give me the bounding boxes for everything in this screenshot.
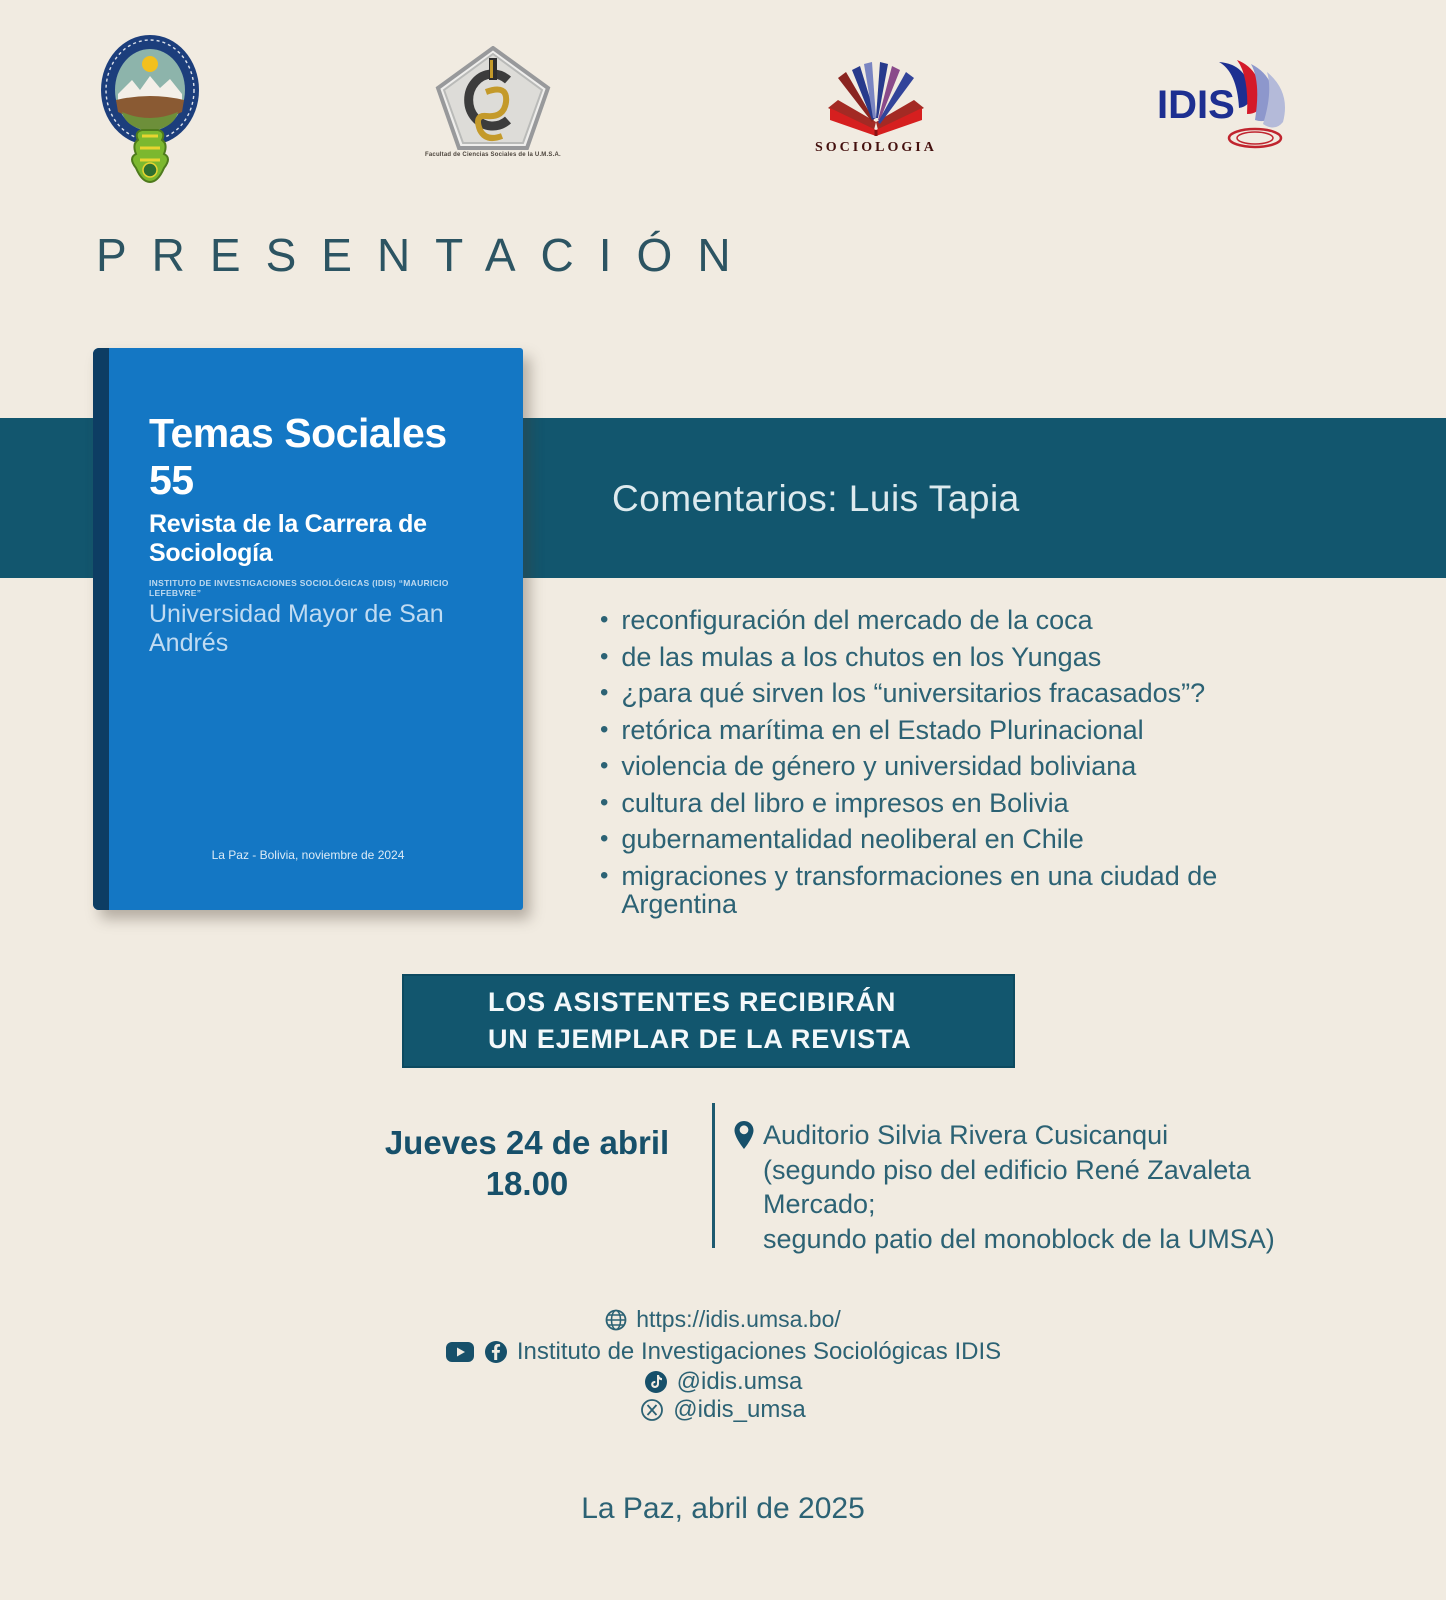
- notice-line-1: LOS ASISTENTES RECIBIRÁN: [488, 986, 897, 1017]
- umsa-crest-icon: [98, 32, 202, 184]
- topic-item: [600, 716, 1290, 744]
- book-cover: [93, 348, 523, 910]
- topic-text: cultura del libro e impresos en Bolivia: [621, 787, 1069, 818]
- book-university-line: Universidad Mayor de San Andrés: [149, 600, 444, 657]
- idis-logo: [1155, 52, 1295, 154]
- bullet-icon: •: [600, 825, 609, 853]
- website-url: https://idis.umsa.bo/: [636, 1306, 841, 1332]
- venue-detail-2: segundo patio del monoblock de la UMSA): [763, 1223, 1275, 1254]
- svg-text:IDIS: IDIS: [1157, 83, 1235, 127]
- book-imprint: La Paz - Bolivia, noviembre de 2024: [211, 848, 405, 862]
- topic-text: de las mulas a los chutos en los Yungas: [621, 641, 1102, 672]
- x-twitter-icon: [640, 1398, 664, 1422]
- topic-item: [600, 606, 1290, 634]
- topic-item: [600, 679, 1290, 707]
- event-time: 18.00: [485, 1165, 569, 1203]
- closing-line: La Paz, abril de 2025: [581, 1492, 865, 1525]
- bullet-icon: •: [600, 606, 609, 633]
- umsa-crest-logo: [98, 32, 202, 184]
- x-line: [0, 1396, 1446, 1424]
- website-line: [0, 1306, 1446, 1333]
- event-date: Jueves 24 de abril: [384, 1124, 670, 1161]
- venue-detail-1: (segundo piso del edificio René Zavaleta Mercado;: [763, 1154, 1251, 1220]
- globe-icon: [605, 1309, 627, 1331]
- topic-item: [600, 752, 1290, 780]
- facebook-icon: [484, 1340, 508, 1364]
- social-accounts-line: [0, 1338, 1446, 1366]
- commentator-text: Comentarios: Luis Tapia: [612, 478, 1020, 519]
- book-institute-line: INSTITUTO DE INVESTIGACIONES SOCIOLÓGICAS (IDIS) “MAURICIO LEFEBVRE”: [149, 578, 449, 598]
- bullet-icon: •: [600, 862, 609, 890]
- account-name: Instituto de Investigaciones Sociológicas IDIS: [516, 1338, 1002, 1365]
- book-subtitle: Revista de la Carrera de Sociología: [149, 510, 427, 567]
- vertical-divider: [712, 1103, 715, 1248]
- x-handle: @idis_umsa: [673, 1396, 806, 1423]
- topic-text: migraciones y transformaciones en una ciudad de Argentina: [621, 861, 1218, 920]
- topic-text: violencia de género y universidad boliviana: [621, 751, 1137, 782]
- idis-fan-icon: [1155, 52, 1295, 154]
- sociologia-book-icon: [816, 60, 936, 138]
- topic-text: ¿para qué sirven los “universitarios fracasados”?: [621, 678, 1206, 709]
- map-pin-icon: [733, 1120, 755, 1150]
- event-datetime: [357, 1122, 697, 1205]
- bullet-icon: •: [600, 642, 609, 670]
- venue-name: Auditorio Silvia Rivera Cusicanqui: [763, 1120, 1169, 1150]
- bullet-icon: •: [600, 715, 609, 743]
- bullet-icon: •: [600, 679, 609, 707]
- giveaway-notice-box: [402, 974, 1015, 1068]
- topic-text: gubernamentalidad neoliberal en Chile: [621, 824, 1084, 855]
- topic-item: [600, 643, 1290, 671]
- sociologia-label: SOCIOLOGIA: [815, 140, 937, 155]
- bullet-icon: •: [600, 752, 609, 780]
- topic-item: [600, 825, 1290, 853]
- tiktok-handle: @idis.umsa: [676, 1368, 803, 1395]
- topic-text: retórica marítima en el Estado Plurinacional: [621, 714, 1144, 745]
- facultad-sociales-logo: [425, 46, 561, 158]
- bullet-icon: •: [600, 788, 609, 816]
- sociologia-logo: [815, 60, 937, 156]
- topic-text: reconfiguración del mercado de la coca: [621, 605, 1093, 635]
- facultad-caption: Facultad de Ciencias Sociales de la U.M.S.A.: [425, 152, 561, 158]
- event-venue: [733, 1118, 1353, 1256]
- topic-item: [600, 862, 1290, 918]
- topics-list: [600, 606, 1290, 927]
- tiktok-line: [0, 1368, 1446, 1396]
- youtube-icon: [445, 1341, 475, 1363]
- notice-line-2: UN EJEMPLAR DE LA REVISTA: [488, 1024, 912, 1054]
- page-title: PRESENTACIÓN: [96, 229, 756, 281]
- book-title: Temas Sociales 55: [149, 410, 447, 503]
- book-spine: [93, 348, 109, 910]
- tiktok-icon: [644, 1370, 668, 1394]
- facultad-pentagon-icon: [434, 46, 552, 150]
- topic-item: [600, 789, 1290, 817]
